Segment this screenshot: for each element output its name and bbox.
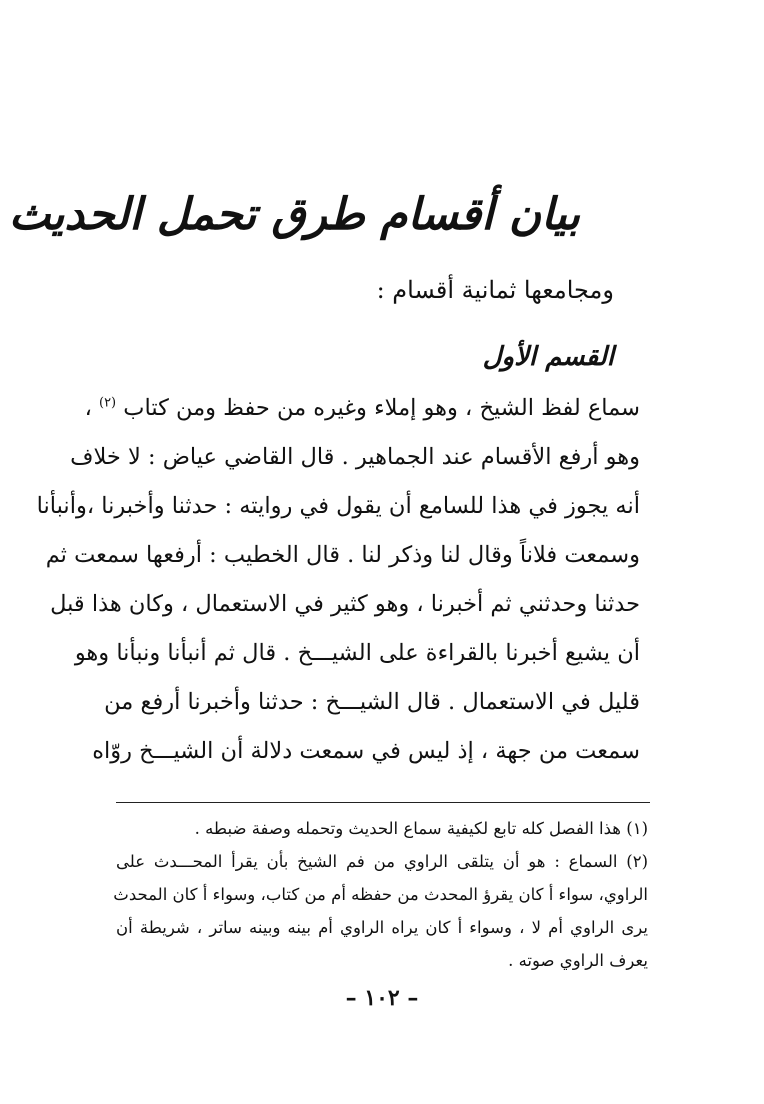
body-line: قليل في الاستعمال . قال الشيـــخ : حدثنا وأخبرنا أرفع من	[104, 689, 640, 715]
body-line: أن يشيع أخبرنا بالقراءة على الشيـــخ . قال ثم أنبأنا ونبأنا وهو	[74, 640, 640, 666]
body-line	[84, 384, 640, 433]
footnote-marker: (٢)	[98, 395, 117, 411]
body-line: حدثنا وحدثني ثم أخبرنا ، وهو كثير في الاستعمال ، وكان هذا قبل	[50, 591, 640, 617]
body-paragraph	[36, 384, 640, 776]
footnote-line: (١) هذا الفصل كله تابع لكيفية سماع الحديث وتحمله وصفة ضبطه .	[194, 819, 648, 838]
intro-sentence: ومجامعها ثمانية أقسام :	[376, 276, 614, 304]
footnotes	[113, 812, 648, 977]
footnote-line: الراوي، سواء أ كان يقرؤ المحدث من حفظه أم من كتاب، وسواء أ كان المحدث	[113, 885, 648, 904]
body-line: سمعت من جهة ، إذ ليس في سمعت دلالة أن الشيـــخ روّاه	[92, 738, 640, 764]
footnote-line: يعرف الراوي صوته .	[508, 951, 648, 970]
chapter-heading: بيان أقسام طرق تحمل الحديث	[8, 189, 580, 240]
body-line: وسمعت فلاناً وقال لنا وذكر لنا . قال الخطيب : أرفعها سمعت ثم	[45, 542, 640, 568]
footnote-divider	[116, 802, 650, 803]
body-line-text: سماع لفظ الشيخ ، وهو إملاء وغيره من حفظ ومن كتاب	[123, 395, 640, 421]
section-label: القسم الأول	[482, 342, 614, 372]
body-line-tail: ،	[84, 395, 92, 421]
footnote-line: يرى الراوي أم لا ، وسواء أ كان يراه الراوي أم بينه وبينه ساتر ، شريطة أن	[116, 918, 648, 937]
page-number: – ١٠٢ –	[345, 985, 419, 1011]
body-line: وهو أرفع الأقسام عند الجماهير . قال القاضي عياض : لا خلاف	[70, 444, 640, 470]
footnote-line: (٢) السماع : هو أن يتلقى الراوي من فم الشيخ بأن يقرأ المحـــدث على	[116, 852, 648, 871]
body-line: أنه يجوز في هذا للسامع أن يقول في روايته : حدثنا وأخبرنا ،وأنبأنا	[36, 493, 640, 519]
